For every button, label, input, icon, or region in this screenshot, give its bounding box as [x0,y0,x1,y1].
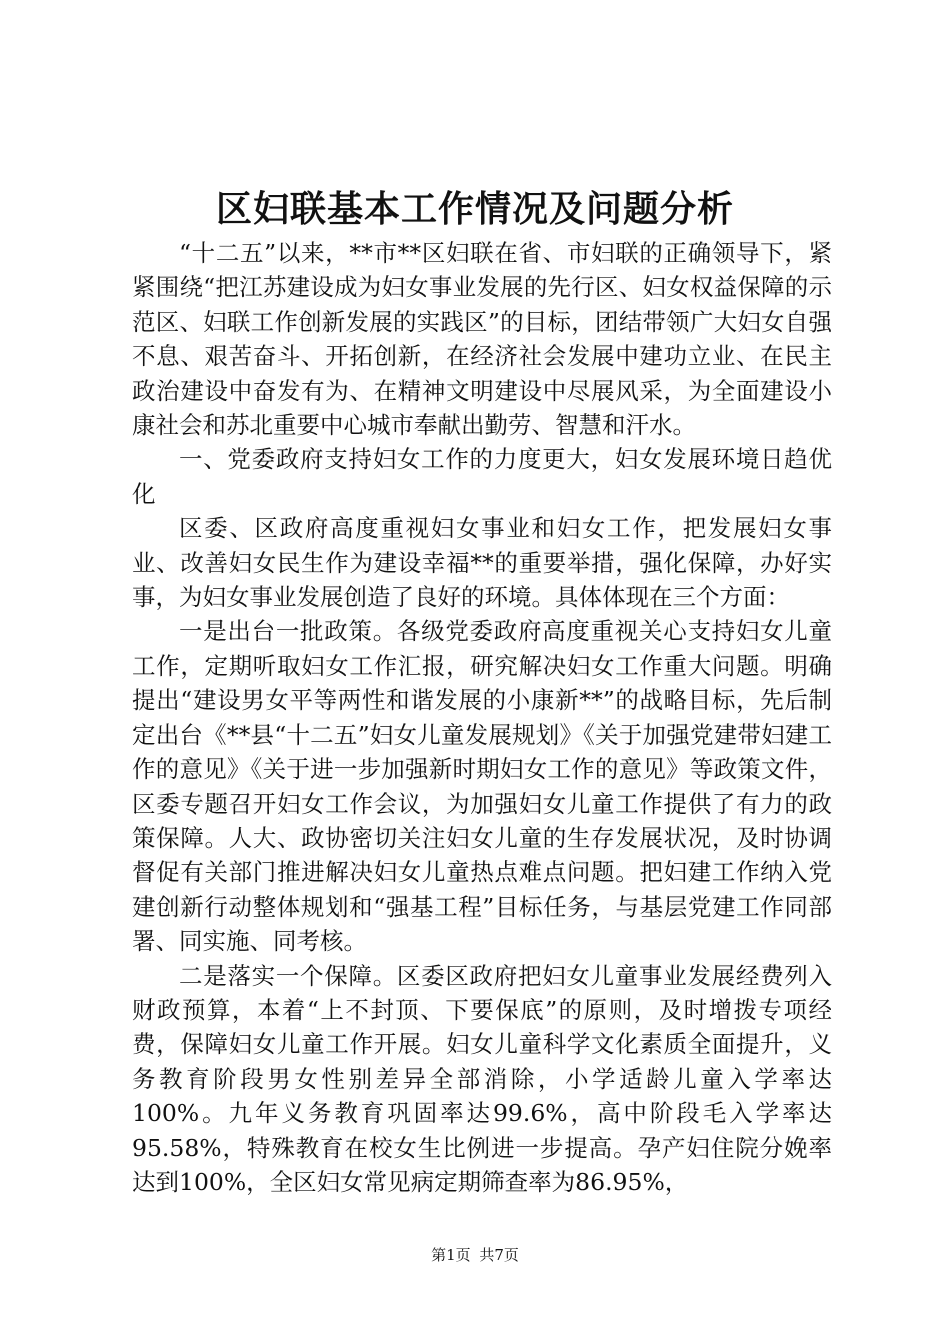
paragraph-funding: 二是落实一个保障。区委区政府把妇女儿童事业发展经费列入财政预算，本着“上不封顶、下要保底”的原则，及时增拨专项经费，保障妇女儿童工作开展。妇女儿童科学文化素质全面提升，义务教育阶段男女性别差异全部消除，小学适龄儿童入学率达100%。九年义务教育巩固率达99.6%，高中阶段毛入学率达95.58%，特殊教育在校女生比例进一步提高。孕产妇住院分娩率达到100%，全区妇女常见病定期筛查率为86.95%， [132,961,832,1196]
document-title: 区妇联基本工作情况及问题分析 [215,188,734,230]
page-number-footer: 第1页 共7页 [431,1246,519,1264]
paragraph-policies: 一是出台一批政策。各级党委政府高度重视关心支持妇女儿童工作，定期听取妇女工作汇报，研究解决妇女工作重大问题。明确提出“建设男女平等两性和谐发展的小康新**”的战略目标，先后制定出台《**县“十二五”妇女儿童发展规划》《关于加强党建带妇建工作的意见》《关于进一步加强新时期妇女工作的意见》等政策文件，区委专题召开妇女工作会议，为加强妇女儿童工作提供了有力的政策保障。人大、政协密切关注妇女儿童的生存发展状况，及时协调督促有关部门推进解决妇女儿童热点难点问题。把妇建工作纳入党建创新行动整体规划和“强基工程”目标任务，与基层党建工作同部署、同实施、同考核。 [132,617,832,956]
document-body [132,236,832,1199]
paragraph-overview: 区委、区政府高度重视妇女事业和妇女工作，把发展妇女事业、改善妇女民生作为建设幸福**的重要举措，强化保障，办好实事，为妇女事业发展创造了良好的环境。具体体现在三个方面： [132,514,832,612]
section-heading-1: 一、党委政府支持妇女工作的力度更大，妇女发展环境日趋优化 [132,445,832,508]
paragraph-intro: “十二五”以来，**市**区妇联在省、市妇联的正确领导下，紧紧围绕“把江苏建设成为妇女事业发展的先行区、妇女权益保障的示范区、妇联工作创新发展的实践区”的目标，团结带领广大妇女自强不息、艰苦奋斗、开拓创新，在经济社会发展中建功立业、在民主政治建设中奋发有为、在精神文明建设中尽展风采，为全面建设小康社会和苏北重要中心城市奉献出勤劳、智慧和汗水。 [132,239,832,440]
